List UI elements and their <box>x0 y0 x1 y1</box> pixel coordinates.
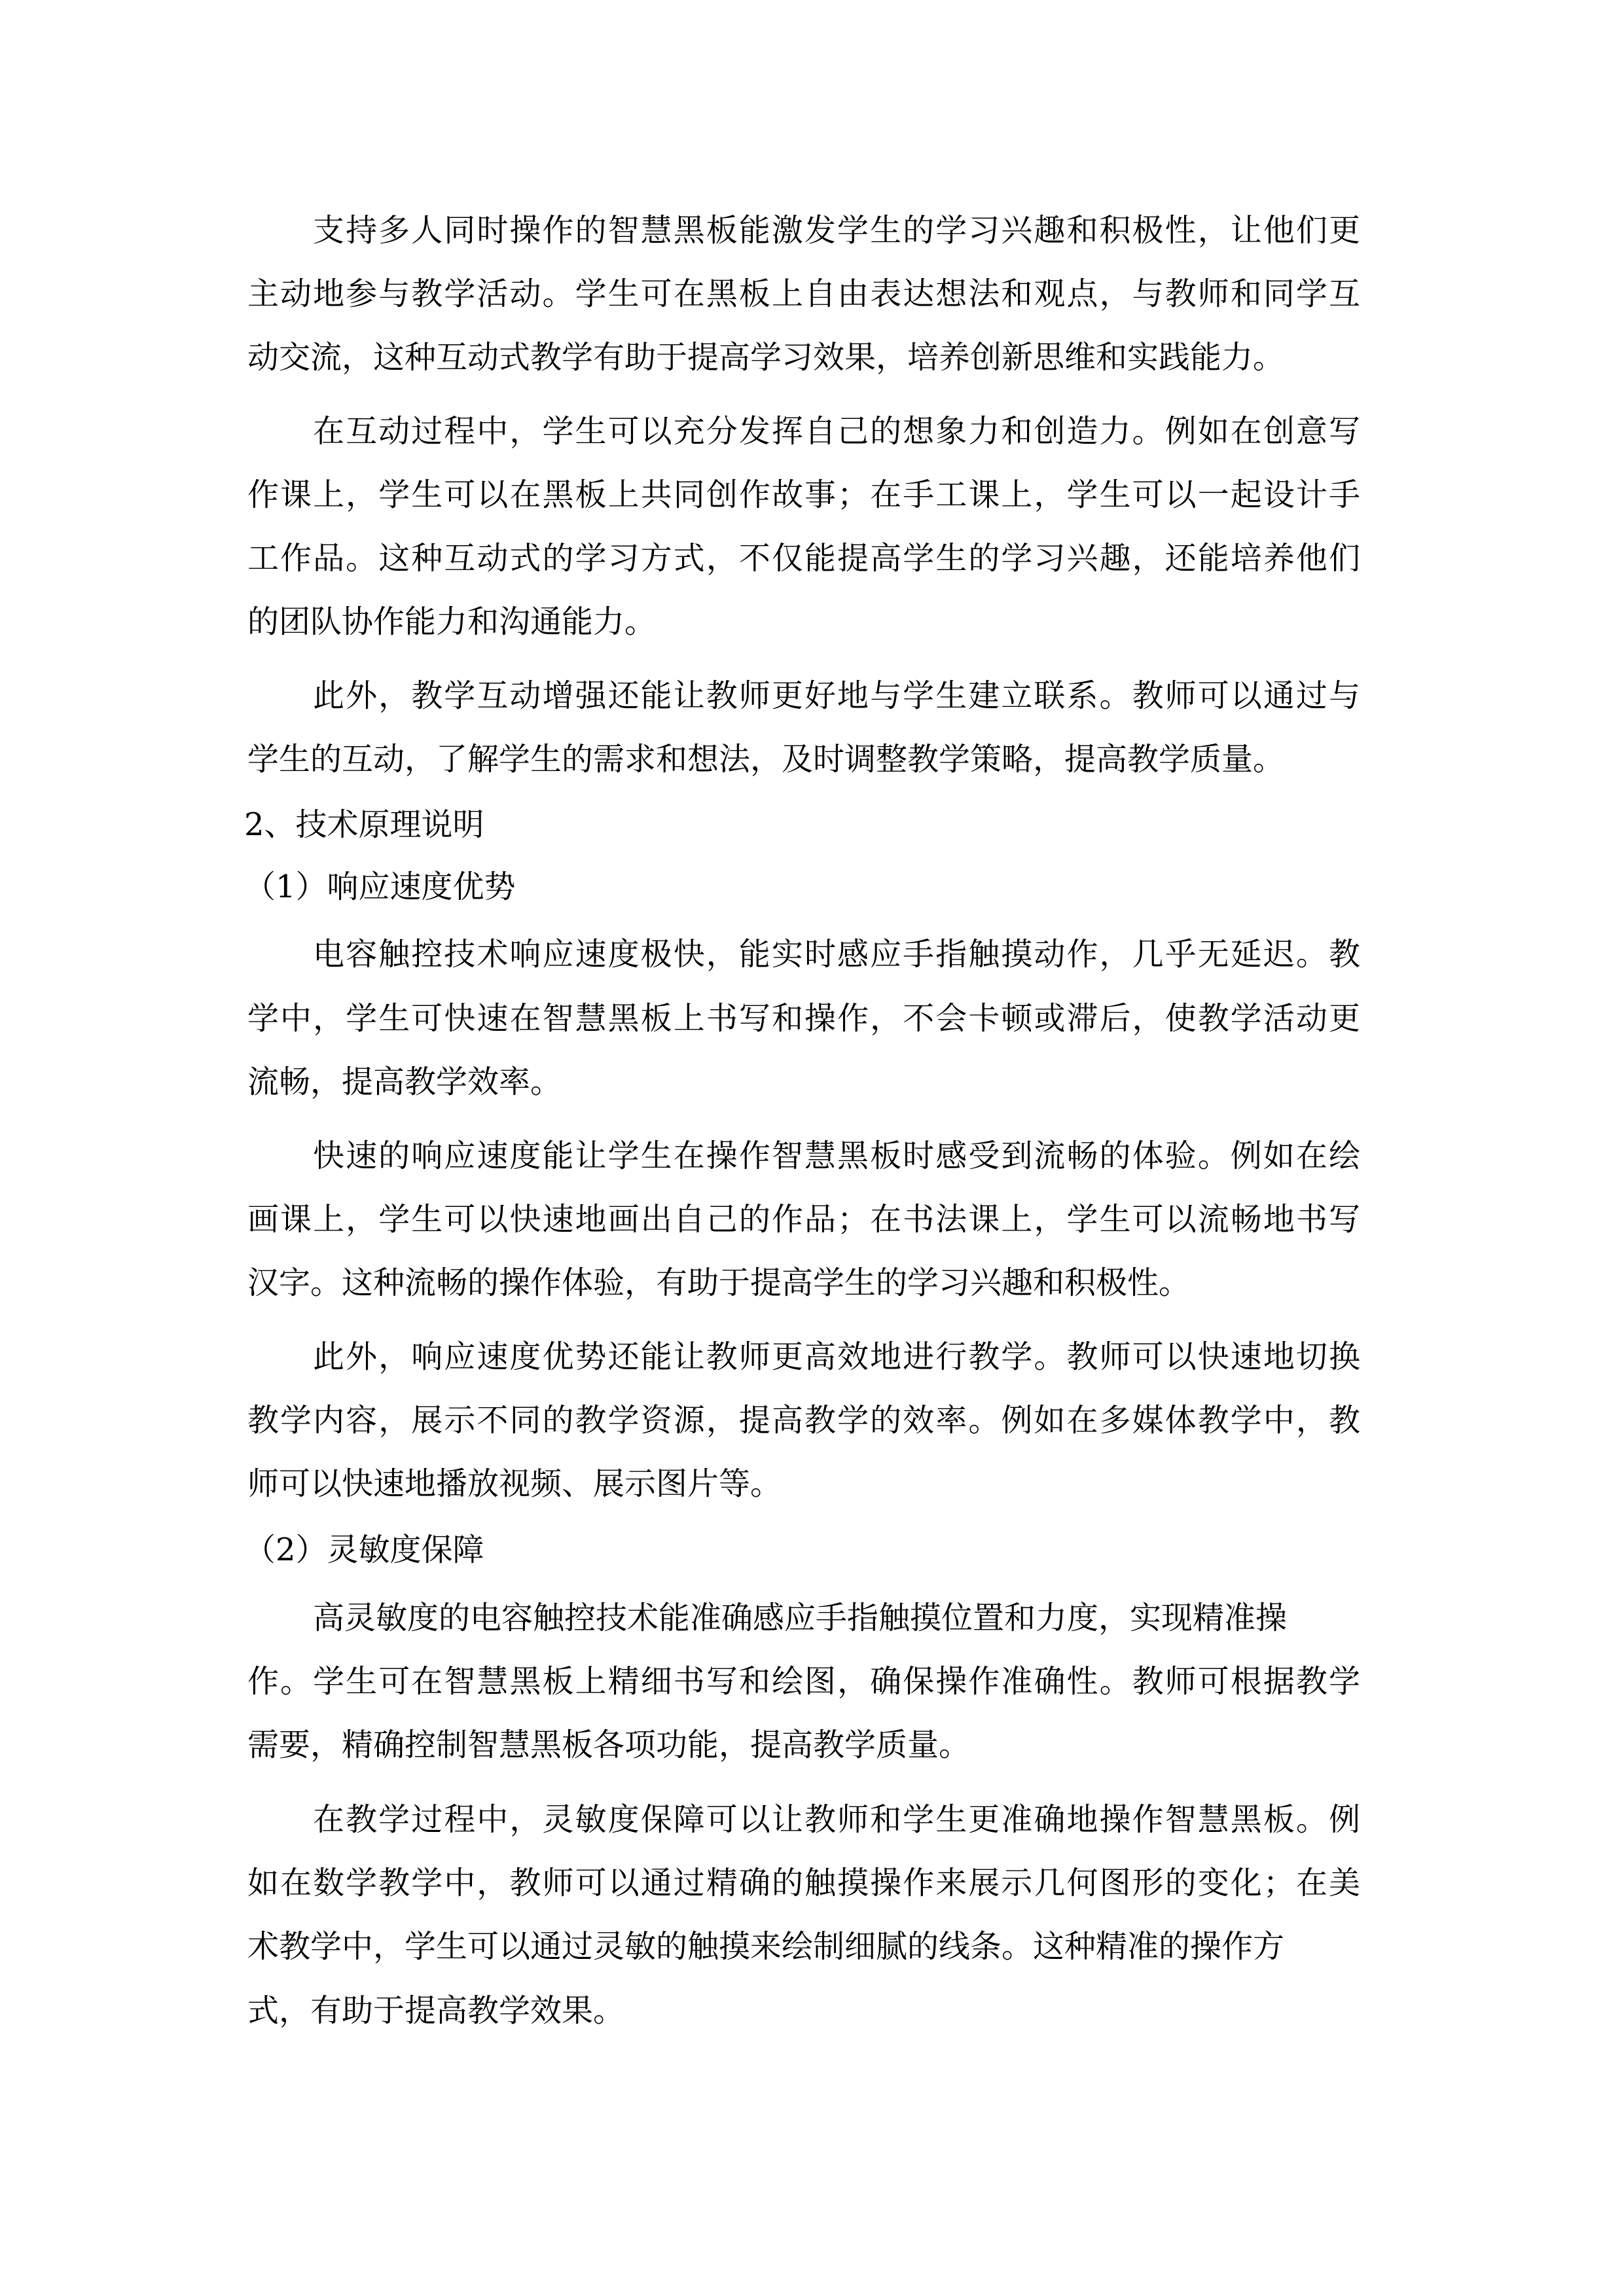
paragraph-line: 画课上，学生可以快速地画出自己的作品；在书法课上，学生可以流畅地书写 <box>247 1201 1360 1238</box>
paragraph-line: 教学内容，展示不同的教学资源，提高教学的效率。例如在多媒体教学中，教 <box>247 1402 1360 1439</box>
paragraph-line: 电容触控技术响应速度极快，能实时感应手指触摸动作，几乎无延迟。教 <box>313 936 1360 973</box>
paragraph-line: 式，有助于提高教学效果。 <box>247 1992 625 2029</box>
paragraph-line: 作。学生可在智慧黑板上精细书写和绘图，确保操作准确性。教师可根据教学 <box>247 1663 1360 1700</box>
paragraph-line: 动交流，这种互动式教学有助于提高学习效果，培养创新思维和实践能力。 <box>247 339 1285 376</box>
paragraph-line: 工作品。这种互动式的学习方式，不仅能提高学生的学习兴趣，还能培养他们 <box>247 540 1360 577</box>
paragraph-line: 在互动过程中，学生可以充分发挥自己的想象力和创造力。例如在创意写 <box>313 413 1360 450</box>
paragraph-line: 学中，学生可快速在智慧黑板上书写和操作，不会卡顿或滞后，使教学活动更 <box>247 1000 1360 1037</box>
subsection-heading: （2）灵敏度保障 <box>244 1532 484 1568</box>
paragraph-line: 术教学中，学生可以通过灵敏的触摸来绘制细腻的线条。这种精准的操作方 <box>247 1928 1285 1965</box>
paragraph-line: 在教学过程中，灵敏度保障可以让教师和学生更准确地操作智慧黑板。例 <box>313 1801 1360 1838</box>
paragraph-line: 主动地参与教学活动。学生可在黑板上自由表达想法和观点，与教师和同学互 <box>247 276 1360 312</box>
paragraph-line: 此外，教学互动增强还能让教师更好地与学生建立联系。教师可以通过与 <box>313 677 1360 714</box>
paragraph-line: 快速的响应速度能让学生在操作智慧黑板时感受到流畅的体验。例如在绘 <box>313 1138 1360 1174</box>
paragraph-line: 学生的互动，了解学生的需求和想法，及时调整教学策略，提高教学质量。 <box>247 741 1285 778</box>
paragraph-line: 的团队协作能力和沟通能力。 <box>247 603 657 640</box>
paragraph-line: 汉字。这种流畅的操作体验，有助于提高学生的学习兴趣和积极性。 <box>247 1265 1191 1301</box>
paragraph-line: 如在数学教学中，教师可以通过精确的触摸操作来展示几何图形的变化；在美 <box>247 1865 1360 1901</box>
paragraph-line: 支持多人同时操作的智慧黑板能激发学生的学习兴趣和积极性，让他们更 <box>313 212 1360 249</box>
paragraph-line: 此外，响应速度优势还能让教师更高效地进行教学。教师可以快速地切换 <box>313 1338 1360 1375</box>
paragraph-line: 流畅，提高教学效率。 <box>247 1064 562 1100</box>
paragraph-line: 作课上，学生可以在黑板上共同创作故事；在手工课上，学生可以一起设计手 <box>247 476 1360 513</box>
paragraph-line: 需要，精确控制智慧黑板各项功能，提高教学质量。 <box>247 1727 971 1763</box>
paragraph-line: 高灵敏度的电容触控技术能准确感应手指触摸位置和力度，实现精准操 <box>313 1600 1288 1636</box>
subsection-heading: （1）响应速度优势 <box>244 869 516 905</box>
section-heading: 2、技术原理说明 <box>244 806 484 843</box>
paragraph-line: 师可以快速地播放视频、展示图片等。 <box>247 1465 782 1502</box>
